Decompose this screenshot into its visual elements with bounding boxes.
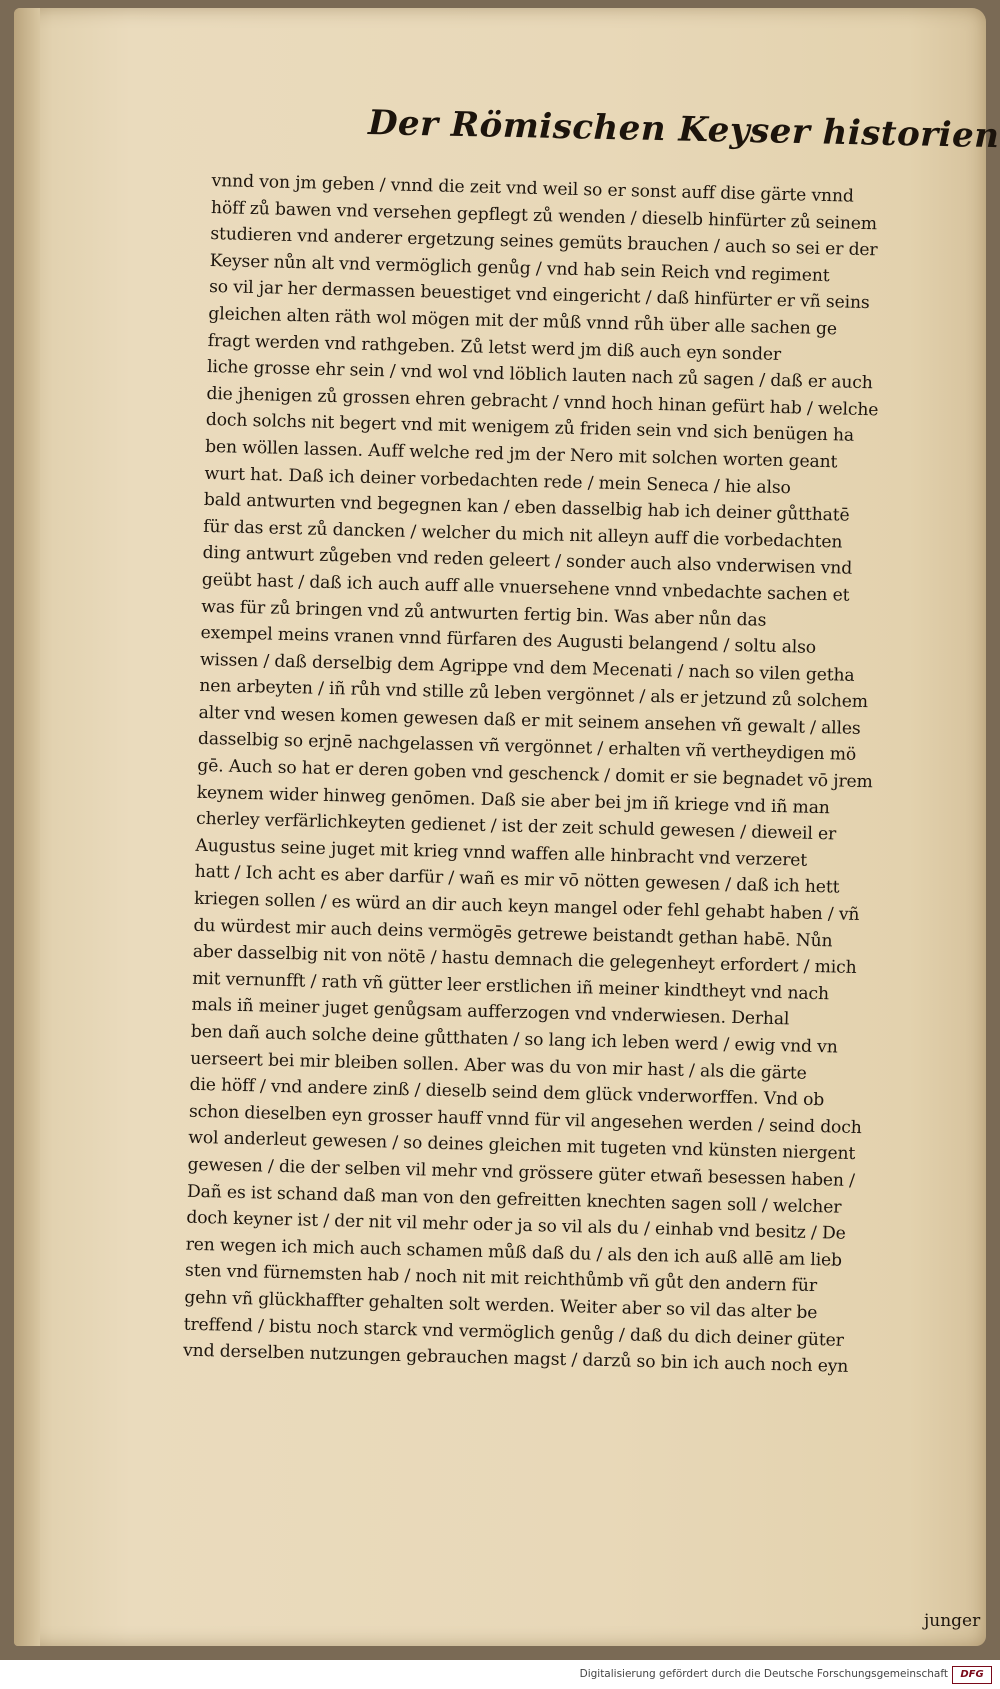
text-line: die jhenigen zů grossen ehren gebracht / vnnd hoch hinan gefürt hab / welche — [206, 383, 879, 421]
text-line: alter vnd wesen komen gewesen daß er mit seinem ansehen vñ gewalt / alles — [198, 702, 861, 739]
text-line: die höff / vnd andere zinß / dieselb seind dem glück vnderworffen. Vnd ob — [189, 1074, 825, 1111]
text-line: Augustus seine juget mit krieg vnnd waffen alle hinbracht vnd verzeret — [195, 835, 808, 871]
text-line: was für zů bringen vnd zů antwurten fertig bin. Was aber nůn das — [201, 596, 767, 631]
text-line: wissen / daß derselbig dem Agrippe vnd dem Mecenati / nach so vilen getha — [199, 649, 855, 686]
text-line: cherley verfärlichkeyten gedienet / ist der zeit schuld gewesen / dieweil er — [195, 809, 837, 845]
text-line: Keyser nůn alt vnd vermöglich genůg / vnd hab sein Reich vnd regiment — [209, 250, 830, 286]
text-line: gleichen alten räth wol mögen mit der můß vnnd růh über alle sachen ge — [208, 303, 838, 340]
text-line: vnd derselben nutzungen gebrauchen magst / darzů so bin ich auch noch eyn — [182, 1340, 849, 1378]
text-line: dasselbig so erjnē nachgelassen vñ vergönnet / erhalten vñ vertheydigen mö — [197, 729, 857, 766]
text-line: ben dañ auch solche deine gůtthaten / so lang ich leben werd / ewig vnd vn — [190, 1021, 838, 1058]
text-line: kriegen sollen / es würd an dir auch keyn mangel oder fehl gehabt haben / vñ — [193, 888, 860, 926]
text-line: keynem wider hinweg genōmen. Daß sie aber bei jm iñ kriege vnd iñ man — [196, 782, 830, 818]
catchword: junger — [924, 1611, 981, 1631]
text-line: hatt / Ich acht es aber darfür / wañ es mir vō nötten gewesen / daß ich hett — [194, 862, 840, 898]
text-line: wol anderleut gewesen / so deines gleichen mit tugeten vnd künsten niergent — [188, 1128, 856, 1165]
text-line: liche grosse ehr sein / vnd wol vnd löblich lauten nach zů sagen / daß er auch — [206, 357, 873, 394]
text-line: gē. Auch so hat er deren goben vnd geschenck / domit er sie begnadet vō jrem — [197, 755, 873, 793]
text-line: nen arbeyten / iñ růh vnd stille zů leben vergönnet / als er jetzund zů solchem — [199, 676, 869, 713]
text-line: doch solchs nit begert vnd mit wenigem zů friden sein vnd sich benügen ha — [205, 410, 855, 447]
text-line: so vil jar her dermassen beuestiget vnd eingericht / daß hinfürter er vñ seins — [208, 277, 870, 314]
running-head: Der Römischen Keyser historien — [367, 102, 1000, 157]
text-line: wurt hat. Daß ich deiner vorbedachten rede / mein Seneca / hie also — [204, 463, 791, 498]
dfg-logo: DFG — [952, 1666, 992, 1684]
text-line: studieren vnd anderer ergetzung seines gemüts brauchen / auch so sei er der — [210, 224, 878, 261]
text-line: höff zů bawen vnd versehen gepflegt zů wenden / dieselb hinfürter zů seinem — [210, 197, 878, 234]
text-line: für das erst zů dancken / welcher du mich nit alleyn auff die vorbedachten — [202, 516, 843, 553]
text-line: du würdest mir auch deins vermögēs getrewe beistandt gethan habē. Nůn — [193, 915, 833, 952]
text-line: mals iñ meiner juget genůgsam aufferzogen vnd vnderwiesen. Derhal — [191, 995, 790, 1030]
text-line: geübt hast / daß ich auch auff alle vnuersehene vnnd vnbedachte sachen et — [201, 569, 850, 606]
text-line: ben wöllen lassen. Auff welche red jm der Nero mit solchen worten geant — [204, 436, 838, 473]
body-text — [183, 168, 972, 1383]
text-line: doch keyner ist / der nit vil mehr oder ja so vil als du / einhab vnd besitz / De — [186, 1207, 846, 1244]
footer-bar — [0, 1662, 1000, 1689]
text-line: schon dieselben eyn grosser hauff vnnd für vil angesehen werden / seind doch — [188, 1101, 862, 1138]
text-line: ren wegen ich mich auch schamen můß daß du / als den ich auß allē am lieb — [185, 1234, 843, 1271]
text-line: sten vnd fürnemsten hab / noch nit mit reichthůmb vñ gůt den andern für — [184, 1261, 818, 1297]
funding-notice: Digitalisierung gefördert durch die Deutsche Forschungsgemeinschaft — [579, 1668, 948, 1680]
page-gutter-edge — [14, 8, 40, 1646]
text-line: vnnd von jm geben / vnnd die zeit vnd weil so er sonst auff dise gärte vnnd — [211, 170, 854, 207]
text-line: treffend / bistu noch starck vnd vermöglich genůg / daß du dich deiner güter — [183, 1314, 844, 1351]
text-line: exempel meins vranen vnnd fürfaren des Augusti belangend / soltu also — [200, 622, 817, 658]
text-line: bald antwurten vnd begegnen kan / eben dasselbig hab ich deiner gůtthatē — [203, 490, 850, 526]
text-line: fragt werden vnd rathgeben. Zů letst werd jm diß auch eyn sonder — [207, 330, 782, 365]
text-line: gehn vñ glückhaffter gehalten solt werden. Weiter aber so vil das alter be — [184, 1287, 818, 1324]
text-line: aber dasselbig nit von nötē / hastu demnach die gelegenheyt erfordert / mich — [192, 941, 857, 979]
text-line: Dañ es ist schand daß man von den gefreitten knechten sagen soll / welcher — [186, 1181, 842, 1218]
text-line: ding antwurt zůgeben vnd reden geleert / sonder auch also vnderwisen vnd — [202, 543, 853, 580]
text-line: uerseert bei mir bleiben sollen. Aber was du von mir hast / als die gärte — [189, 1048, 807, 1084]
text-line: mit vernunfft / rath vñ gütter leer erstlichen iñ meiner kindtheyt vnd nach — [191, 968, 830, 1005]
text-line: gewesen / die der selben vil mehr vnd grössere güter etwañ besessen haben / — [187, 1154, 856, 1191]
